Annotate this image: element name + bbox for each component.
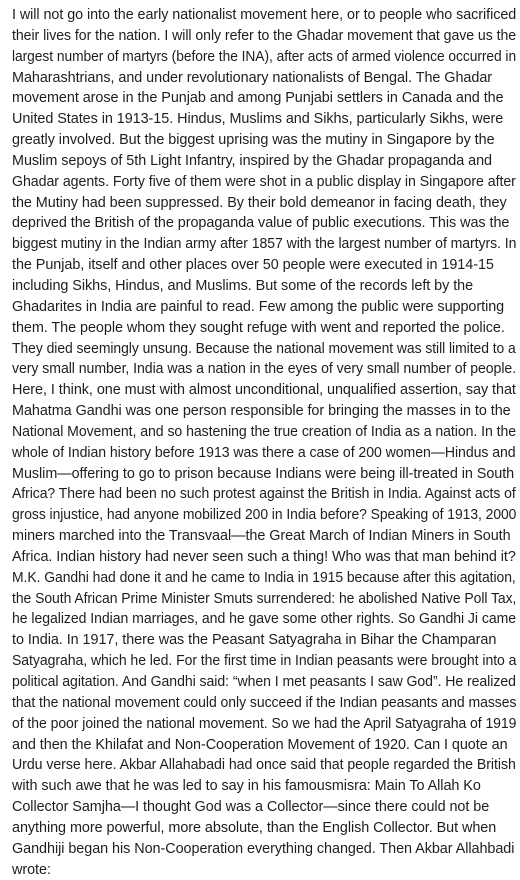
text-line: Africa. Indian history had never seen such a thing! Who was that man behind it? xyxy=(12,548,516,565)
text-line: miners marched into the Transvaal—the Great March of Indian Miners in South xyxy=(12,528,511,545)
text-line: the Punjab, itself and other places over 50 people were executed in 1914-15 xyxy=(12,257,494,274)
text-line: with such awe that he was led to say in his famousmisra: Main To Allah Ko xyxy=(12,778,481,795)
text-line: whole of Indian history before 1913 was there a case of 200 women—Hindus and xyxy=(12,444,516,461)
text-line: Collector Samjha—I thought God was a Collector—since there could not be xyxy=(12,799,490,816)
text-line: I will not go into the early nationalist movement here, or to people who sacrificed xyxy=(12,7,517,23)
text-line: gross injustice, had anyone mobilized 200 in India before? Speaking of 1913, 2000 xyxy=(12,507,517,524)
text-line: Satyagraha, which he led. For the first time in Indian peasants were brought into a xyxy=(12,653,517,670)
text-line: that the national movement could only succeed if the Indian peasants and masses xyxy=(12,694,517,711)
text-line: Here, I think, one must with almost unconditional, unqualified assertion, say that xyxy=(12,382,516,399)
text-line: movement arose in the Punjab and among Punjabi settlers in Canada and the xyxy=(12,90,504,107)
text-line: to India. In 1917, there was the Peasant Satyagraha in Bihar the Champaran xyxy=(12,632,497,649)
text-line: of the poor joined the national movement. So we had the April Satyagraha of 1919 xyxy=(12,715,517,732)
text-line: Ghadar agents. Forty five of them were shot in a public display in Singapore after xyxy=(12,173,516,190)
text-line: the South African Prime Minister Smuts surrendered: he abolished Native Poll Tax, xyxy=(12,590,517,607)
text-line: Africa? There had been no such protest against the British in India. Against acts of xyxy=(12,486,516,503)
text-line: They died seemingly unsung. Because the national movement was still limited to a xyxy=(12,340,516,357)
text-line: them. The people whom they sought refuge with went and reported the police. xyxy=(12,319,505,336)
text-line: including Sikhs, Hindus, and Muslims. But some of the records left by the xyxy=(12,277,474,294)
text-line: largest number of martyrs (before the INA), after acts of armed violence occurred in xyxy=(12,48,517,65)
text-line: anything more powerful, more absolute, than the English Collector. But when xyxy=(12,819,497,836)
text-line: very small number, India was a nation in the eyes of very small number of people. xyxy=(12,361,517,378)
text-line: and then the Khilafat and Non-Cooperation Movement of 1920. Can I quote an xyxy=(12,736,508,753)
text-line: Muslim sepoys of 5th Light Infantry, inspired by the Ghadar propaganda and xyxy=(12,152,493,169)
text-line: their lives for the nation. I will only refer to the Ghadar movement that gave us the xyxy=(12,27,517,44)
text-line: Gandhiji began his Non-Cooperation everything changed. Then Akbar Allahbadi xyxy=(12,840,515,857)
text-line: greatly involved. But the biggest uprising was the mutiny in Singapore by the xyxy=(12,132,495,149)
text-line: political agitation. And Gandhi said: “when I met peasants I saw God”. He realized xyxy=(12,674,516,690)
text-line: M.K. Gandhi had done it and he came to India in 1915 because after this agitation, xyxy=(12,569,516,586)
text-line: biggest mutiny in the Indian army after 1857 with the largest number of martyrs. In xyxy=(12,236,517,253)
text-line: Muslim—offering to go to prison because Indians were being ill-treated in South xyxy=(12,465,515,482)
text-line: Ghadarites in India are painful to read. Few among the public were supporting xyxy=(12,298,505,315)
text-line: deprived the British of the propaganda value of public executions. This was the xyxy=(12,215,510,232)
article-body xyxy=(12,5,516,880)
text-line: Mahatma Gandhi was one person responsible for bringing the masses in to the xyxy=(12,403,511,420)
text-line: National Movement, and so hastening the true creation of India as a nation. In the xyxy=(12,423,517,440)
text-line: wrote: xyxy=(12,861,51,878)
text-line: the Mutiny had been suppressed. By their bold demeanor in facing death, they xyxy=(12,194,507,211)
text-line: Urdu verse here. Akbar Allahabadi had once said that people regarded the British xyxy=(12,757,516,774)
text-line: he legalized Indian marriages, and he gave some other rights. So Gandhi Ji came xyxy=(12,611,517,628)
text-line: United States in 1913-15. Hindus, Muslims and Sikhs, particularly Sikhs, were xyxy=(12,111,504,128)
text-line: Maharashtrians, and under revolutionary nationalists of Bengal. The Ghadar xyxy=(12,69,493,86)
